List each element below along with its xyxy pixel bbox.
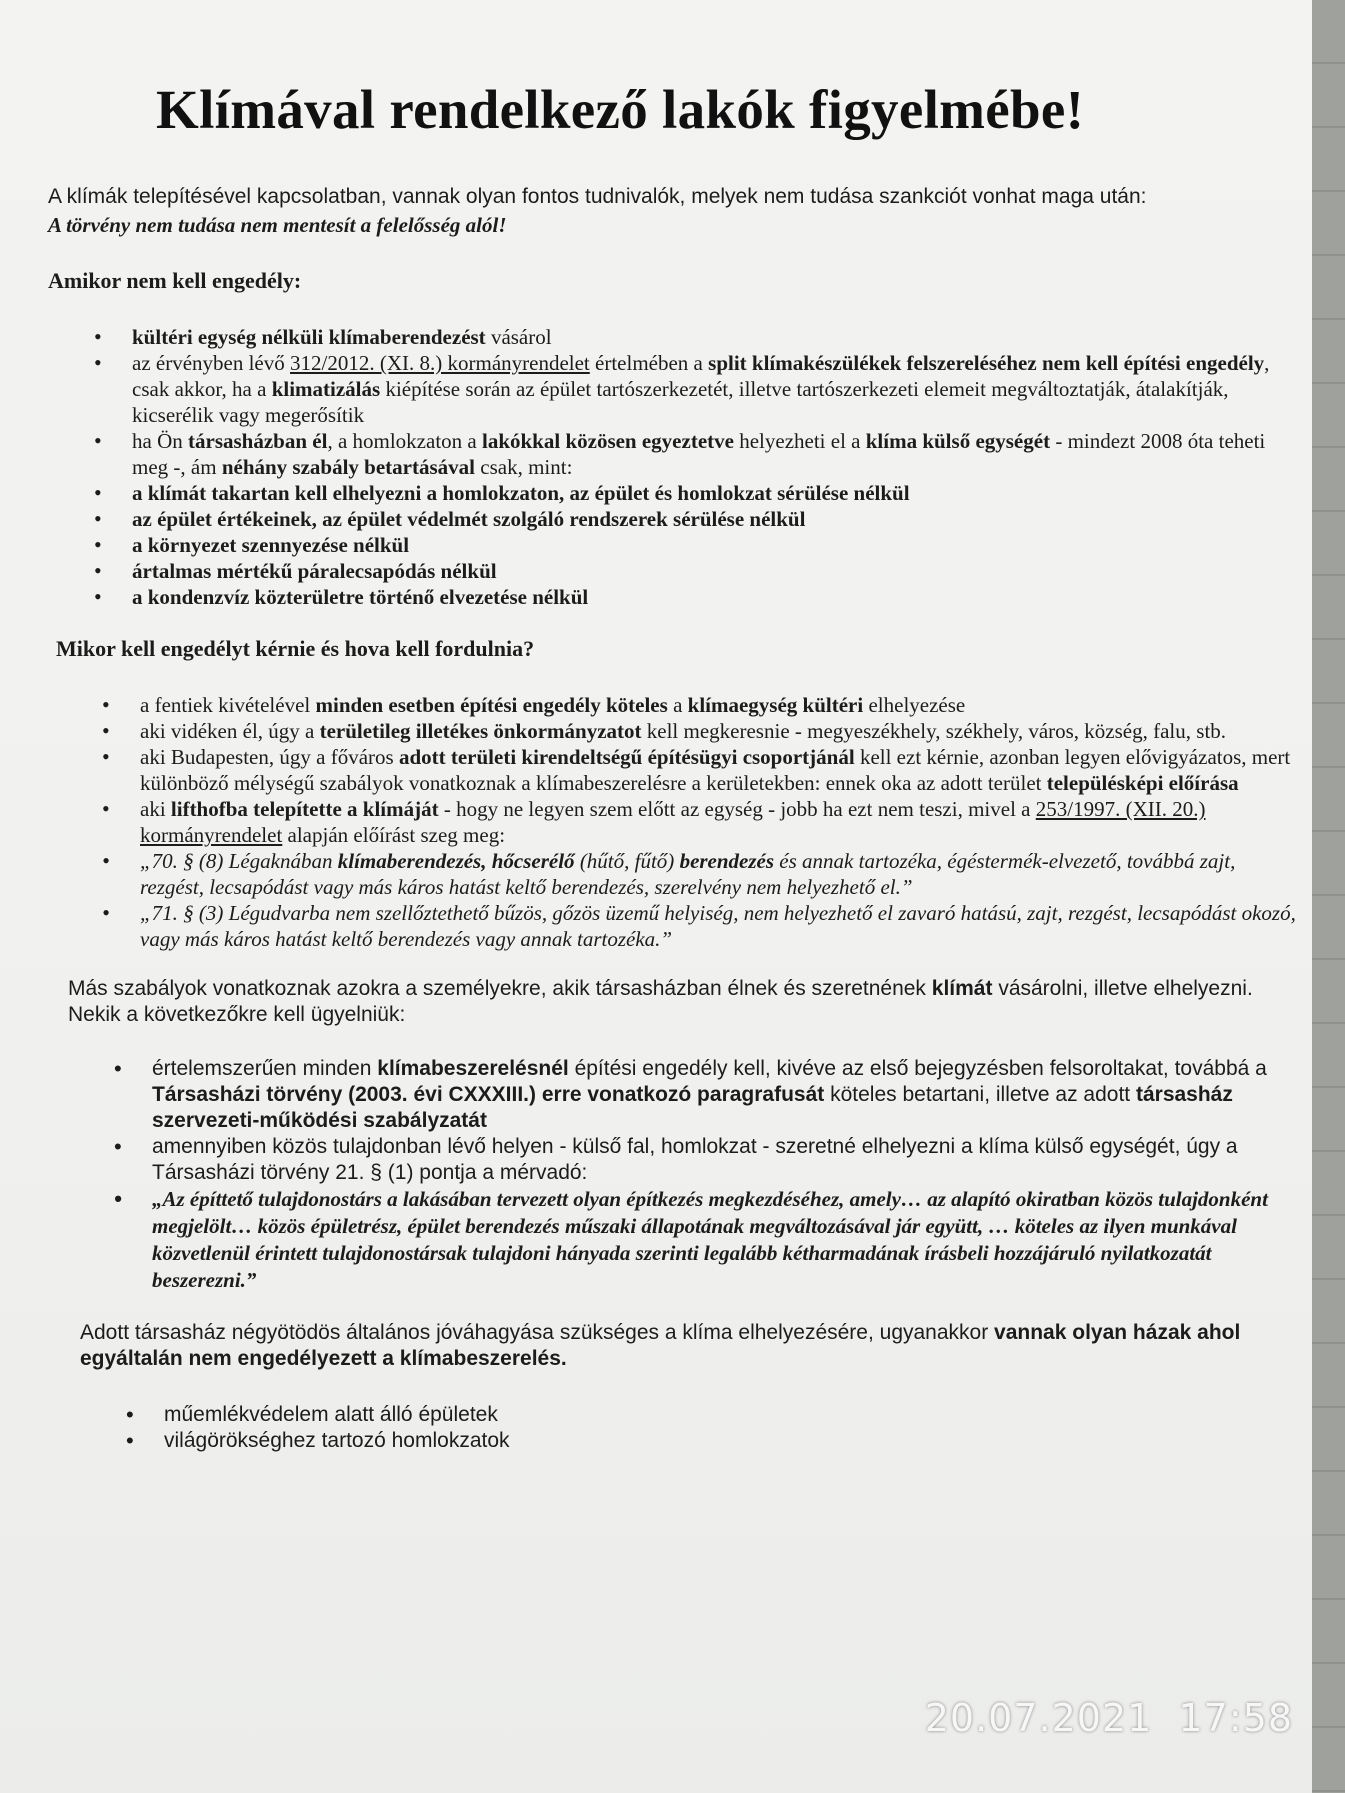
approval-paragraph: Adott társasház négyötödös általános jóváhagyása szükséges a klíma elhelyezésére, ugyanakkor vannak olyan házak ahol egyáltalán nem engedélyezett a klímabeszerelés. bbox=[80, 1321, 1241, 1370]
list-item: • „Az építtető tulajdonostárs a lakásában tervezett olyan építkezés megkezdéséhez, amely… az alapító okiratban közös tulajdonként megjelölt… közös épületrész, épület berendezés műszaki állapotának megváltozásával jár együtt, … köteles az ilyen munkával közvetlenül érintett tulajdonostársak tulajdoni hányada szerinti legalább kétharmadának írásbeli hozzájáruló nyilatkozatát beszerezni.” bbox=[68, 1186, 1298, 1294]
list-item: • a kondenzvíz közterületre történő elvezetése nélkül bbox=[48, 584, 1298, 610]
condominium-list bbox=[48, 1056, 1298, 1294]
list-item: • aki vidéken él, úgy a területileg illetékes önkormányzatot kell megkeresnie - megyeszékhely, székhely, város, község, falu, stb. bbox=[56, 718, 1298, 744]
tiled-wall-edge bbox=[1312, 0, 1345, 1793]
list-item: • ártalmas mértékű páralecsapódás nélkül bbox=[48, 558, 1298, 584]
no-permit-list bbox=[48, 324, 1298, 610]
prohibited-list bbox=[48, 1402, 1298, 1454]
list-item: • kültéri egység nélküli klímaberendezést vásárol bbox=[48, 324, 1298, 350]
list-item: • értelemszerűen minden klímabeszerelésnél építési engedély kell, kivéve az első bejegyzésben felsoroltakat, továbbá a Társasházi törvény (2003. évi CXXXIII.) erre vonatkozó paragrafusát köteles betartani, illetve az adott társasház szervezeti-működési szabályzatát bbox=[68, 1056, 1298, 1134]
list-item: • a klímát takartan kell elhelyezni a homlokzaton, az épület és homlokzat sérülése nélkül bbox=[48, 480, 1298, 506]
regulation-reference: 312/2012. (XI. 8.) kormányrendelet bbox=[290, 351, 590, 375]
list-item: • „70. § (8) Légaknában klímaberendezés, hőcserélő (hűtő, fűtő) berendezés és annak tartozéka, égéstermék-elvezető, továbbá zajt, rezgést, lecsapódást vagy más káros hatást keltő berendezés, szerelvény nem helyezhető el.” bbox=[56, 848, 1298, 900]
list-item: • az érvényben lévő 312/2012. (XI. 8.) kormányrendelet értelmében a split klímakészülékek felszereléséhez nem kell építési engedély, csak akkor, ha a klimatizálás kiépítése során az épület tartószerkezetét, illetve tartószerkezeti elemeit megváltoztatják, átalakítják, kicserélik vagy megerősítik bbox=[48, 350, 1298, 428]
permit-needed-list bbox=[48, 692, 1298, 952]
list-item: • a fentiek kivételével minden esetben építési engedély köteles a klímaegység kültéri elhelyezése bbox=[56, 692, 1298, 718]
list-item: • „71. § (3) Légudvarba nem szellőztethető bűzös, gőzös üzemű helyiség, nem helyezhető el zavaró hatású, zajt, rezgést, lecsapódást okozó, vagy más káros hatást keltő berendezés vagy annak tartozéka.” bbox=[56, 900, 1298, 952]
list-item: • amennyiben közös tulajdonban lévő helyen - külső fal, homlokzat - szeretné elhelyezni a klíma külső egységét, úgy a Társasházi törvény 21. § (1) pontja a mérvadó: bbox=[68, 1134, 1298, 1186]
list-item: • aki Budapesten, úgy a főváros adott területi kirendeltségű építésügyi csoportjánál kell ezt kérnie, azonban legyen elővigyázatos, mert különböző mélységű szabályok vonatkoznak a klímabeszerelésre a kerületekben: ennek oka az adott terület településképi előírása bbox=[56, 744, 1298, 796]
list-item: • világörökséghez tartozó homlokzatok bbox=[80, 1428, 1298, 1454]
page-title: Klímával rendelkező lakók figyelmébe! bbox=[156, 79, 1085, 140]
intro-line: A klímák telepítésével kapcsolatban, vannak olyan fontos tudnivalók, melyek nem tudása szankciót vonhat maga után: bbox=[48, 185, 1147, 208]
photo-timestamp: 20.07.2021 17:58 bbox=[924, 1696, 1293, 1740]
section-heading-no-permit: Amikor nem kell engedély: bbox=[48, 268, 302, 293]
list-item: • a környezet szennyezése nélkül bbox=[48, 532, 1298, 558]
intro-tagline: A törvény nem tudása nem mentesít a felelősség alól! bbox=[48, 213, 507, 237]
list-item: • műemlékvédelem alatt álló épületek bbox=[80, 1402, 1298, 1428]
list-item: • ha Ön társasházban él, a homlokzaton a lakókkal közösen egyeztetve helyezheti el a klíma külső egységét - mindezt 2008 óta teheti meg -, ám néhány szabály betartásával csak, mint: bbox=[48, 428, 1298, 480]
list-item: • az épület értékeinek, az épület védelmét szolgáló rendszerek sérülése nélkül bbox=[48, 506, 1298, 532]
section-heading-permit-needed: Mikor kell engedélyt kérnie és hova kell fordulnia? bbox=[56, 636, 535, 661]
list-item: • aki lifthofba telepítette a klímáját - hogy ne legyen szem előtt az egység - jobb ha ezt nem teszi, mivel a 253/1997. (XII. 20.) kormányrendelet alapján előírást szeg meg: bbox=[56, 796, 1298, 848]
regulation-reference: 253/1997. (XII. 20.) kormányrendelet bbox=[140, 797, 1206, 847]
notice-body bbox=[48, 184, 1298, 1454]
condominium-paragraph: Más szabályok vonatkoznak azokra a személyekre, akik társasházban élnek és szeretnének klímát vásárolni, illetve elhelyezni. Nekik a következőkre kell ügyelniük: bbox=[68, 977, 1253, 1026]
